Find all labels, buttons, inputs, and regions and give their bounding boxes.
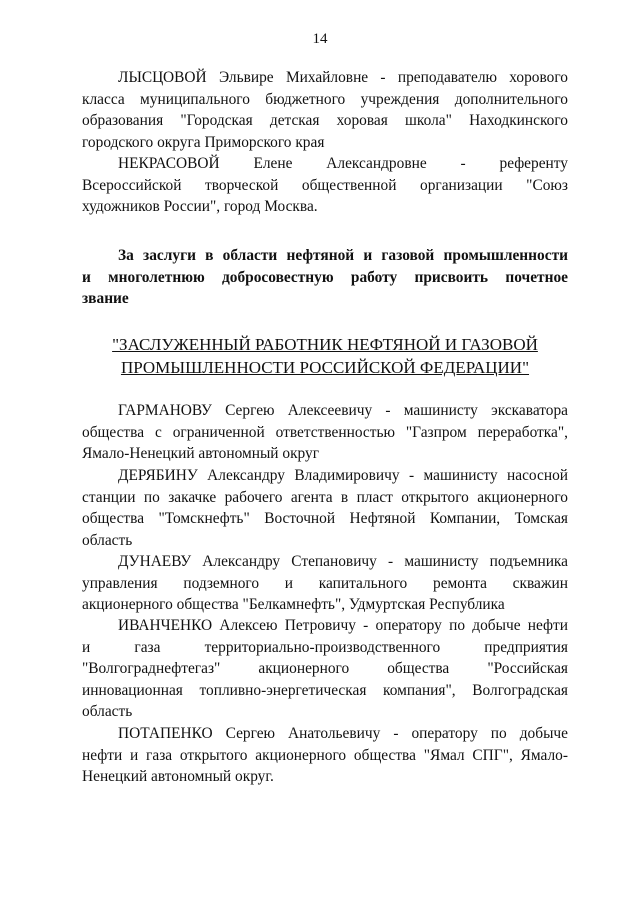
- entry-line: Ненецкий автономный округ.: [82, 768, 274, 785]
- award-entry-garmanov: [82, 400, 568, 465]
- award-entry-deryabin: [82, 465, 568, 551]
- award-entry-lystsova: [82, 67, 568, 153]
- entry-line: ПОТАПЕНКО Сергею Анатольевичу - оператору по добыче: [118, 725, 568, 742]
- entry-line: управления подземного и капитального ремонта скважин: [82, 574, 568, 592]
- honorary-title-line-2: ПРОМЫШЛЕННОСТИ РОССИЙСКОЙ ФЕДЕРАЦИИ": [120, 358, 530, 377]
- entry-line: ЛЫСЦОВОЙ Эльвире Михайловне - преподавателю хорового: [118, 69, 568, 86]
- award-entry-potapenko: [82, 723, 568, 788]
- page-number: 14: [312, 31, 328, 47]
- decree-statement: [82, 245, 568, 310]
- entry-line: станции по закачке рабочего агента в пласт открытого акционерного: [82, 488, 568, 506]
- award-entry-nekrasova: [82, 153, 568, 218]
- entry-line: область: [82, 703, 133, 720]
- entry-line: класса муниципального бюджетного учреждения дополнительного: [82, 90, 568, 108]
- award-entry-dunaev: [82, 551, 568, 616]
- decree-line: и многолетнюю добросовестную работу присвоить почетное: [82, 268, 568, 286]
- entry-line: Всероссийской творческой общественной организации "Союз: [82, 176, 568, 194]
- entry-line: ИВАНЧЕНКО Алексею Петровичу - оператору по добыче нефти: [118, 617, 568, 634]
- entry-line: акционерного общества "Белкамнефть", Удмуртская Республика: [82, 596, 505, 613]
- decree-line: За заслуги в области нефтяной и газовой промышленности: [118, 247, 568, 264]
- entry-line: образования "Городская детская хоровая школа" Находкинского: [82, 112, 568, 129]
- award-entry-ivanchenko: [82, 615, 568, 723]
- entry-line: НЕКРАСОВОЙ Елене Александровне - референту: [118, 155, 568, 172]
- entry-line: художников России", город Москва.: [82, 198, 318, 215]
- entry-line: городского округа Приморского края: [82, 133, 325, 151]
- entry-line: и газа территориально-производственного предприятия: [82, 638, 568, 656]
- entry-line: общества с ограниченной ответственностью "Газпром переработка",: [82, 423, 568, 441]
- entry-line: ДУНАЕВУ Александру Степановичу - машинисту подъемника: [118, 553, 568, 570]
- entry-line: ДЕРЯБИНУ Александру Владимировичу - машинисту насосной: [118, 467, 568, 484]
- entry-line: нефти и газа открытого акционерного общества "Ямал СПГ", Ямало-: [82, 746, 568, 764]
- entry-line: инновационная топливно-энергетическая компания", Волгоградская: [82, 681, 568, 699]
- honorary-title-line-1: "ЗАСЛУЖЕННЫЙ РАБОТНИК НЕФТЯНОЙ И ГАЗОВОЙ: [112, 335, 538, 354]
- entry-line: Ямало-Ненецкий автономный округ: [82, 445, 320, 462]
- entry-line: "Волгограднефтегаз" акционерного общества "Российская: [82, 660, 568, 677]
- entry-line: область: [82, 531, 133, 549]
- entry-line: ГАРМАНОВУ Сергею Алексеевичу - машинисту экскаватора: [118, 402, 568, 419]
- decree-line: звание: [82, 290, 129, 307]
- honorary-title: [82, 333, 568, 379]
- entry-line: общества "Томскнефть" Восточной Нефтяной Компании, Томская: [82, 510, 568, 527]
